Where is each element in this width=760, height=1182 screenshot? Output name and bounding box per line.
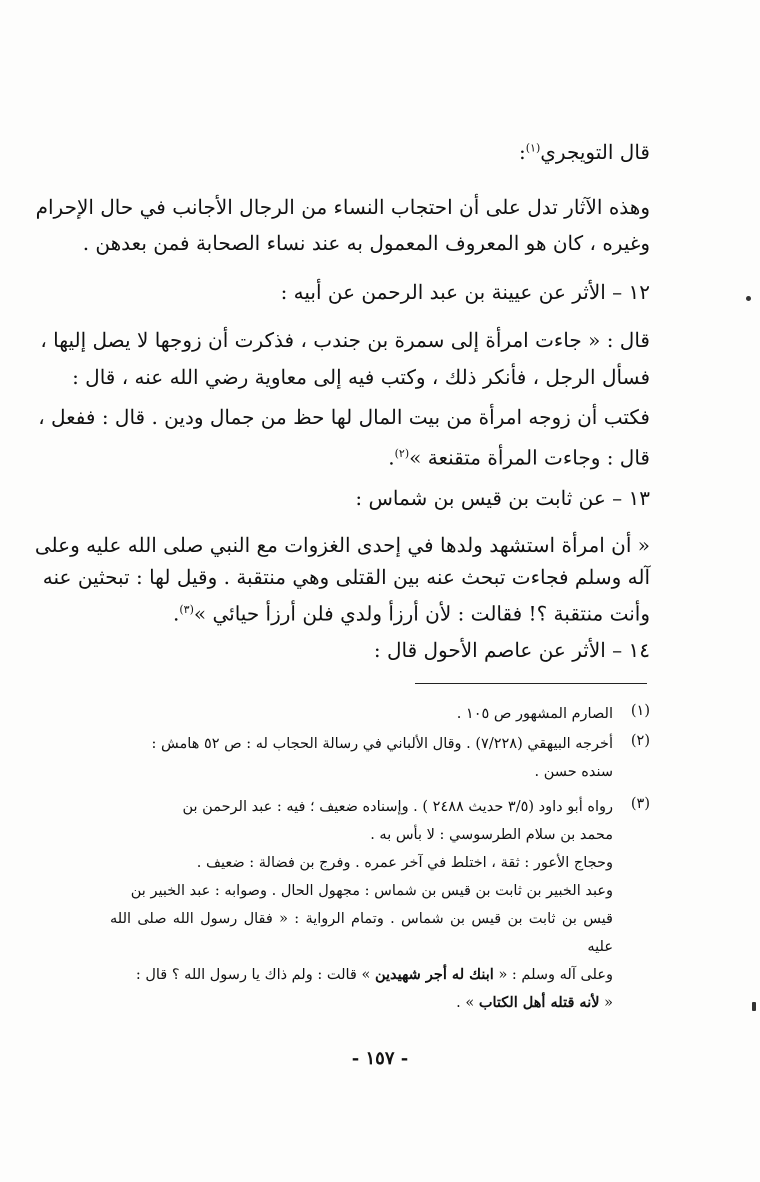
bold-quote: لأنه قتله أهل الكتاب	[478, 994, 600, 1011]
footnote-number-3: (٣)	[630, 796, 650, 812]
footnote-line: رواه أبو داود (٣/٥ حديث ٢٤٨٨ ) . وإسناده ضعيف ؛ فيه : عبد الرحمن بن	[182, 799, 613, 815]
section-heading-12: ١٢ – الأثر عن عيينة بن عبد الرحمن عن أبيه :	[280, 280, 650, 304]
paragraph-line: قال : وجاءت المرأة متقنعة »$^{(٢)}$.	[388, 445, 650, 470]
paragraph-line: وهذه الآثار تدل على أن احتجاب النساء من الرجال الأجانب في حال الإحرام	[35, 195, 650, 219]
quote-heading: قال التويجري$^{(١)}$:	[519, 140, 650, 164]
footnote-line: « لأنه قتله أهل الكتاب » .	[456, 994, 613, 1011]
footnote-divider	[415, 683, 647, 684]
footnote-1	[110, 700, 613, 728]
paragraph-line: فكتب أن زوجه امرأة من بيت المال لها حظ من جمال ودين . قال : ففعل ،	[38, 405, 650, 429]
page-number: - ١٥٧ -	[351, 1048, 409, 1069]
footnote-line: سنده حسن .	[534, 764, 613, 780]
footnote-line: محمد بن سلام الطرسوسي : لا بأس به .	[370, 827, 613, 843]
footnote-3	[110, 793, 613, 1017]
footnote-ref-1[interactable]: (١)	[525, 141, 541, 155]
footnote-ref-3[interactable]: (٣)	[179, 603, 194, 616]
paragraph-line: فسأل الرجل ، فأنكر ذلك ، وكتب فيه إلى معاوية رضي الله عنه ، قال :	[72, 365, 650, 389]
section-heading-14: ١٤ – الأثر عن عاصم الأحول قال :	[373, 638, 650, 662]
paragraph-line: وغيره ، كان هو المعروف المعمول به عند نساء الصحابة فمن بعدهن .	[82, 231, 650, 255]
paragraph-line: آله وسلم فجاءت تبحث عنه بين القتلى وهي منتقبة . وقيل لها : تبحثين عنه	[42, 565, 650, 589]
footnote-ref-2[interactable]: (٢)	[394, 447, 410, 460]
footnote-line: وعلى آله وسلم : « ابنك له أجر شهيدين » قالت : ولم ذاك يا رسول الله ؟ قال :	[135, 966, 613, 983]
footnote-line: قيس بن ثابت بن قيس بن شماس . وتمام الرواية : « فقال رسول الله صلى الله عليه	[110, 911, 613, 955]
paragraph-line: وأنت منتقبة ؟! فقالت : لأن أرزأ ولدي فلن أرزأ حيائي »$^{(٣)}$.	[172, 601, 650, 626]
footnote-line: وحجاج الأعور : ثقة ، اختلط في آخر عمره . وفرج بن فضالة : ضعيف .	[196, 855, 613, 871]
footnote-line: أخرجه البيهقي (٧/٢٢٨) . وقال الألباني في رسالة الحجاب له : ص ٥٢ هامش :	[151, 736, 613, 752]
footnote-2	[110, 730, 613, 786]
bold-quote: ابنك له أجر شهيدين	[374, 966, 494, 983]
footnote-line: وعبد الخبير بن ثابت بن قيس بن شماس : مجهول الحال . وصوابه : عبد الخبير بن	[130, 883, 613, 899]
footnote-number-1: (١)	[630, 703, 650, 719]
paragraph-line: « أن امرأة استشهد ولدها في إحدى الغزوات مع النبي صلى الله عليه وعلى	[34, 533, 650, 557]
footnote-number-2: (٢)	[630, 733, 650, 749]
scan-speck	[746, 296, 751, 301]
scan-speck	[752, 1002, 756, 1011]
footnote-line: الصارم المشهور ص ١٠٥ .	[456, 706, 613, 722]
section-heading-13: ١٣ – عن ثابت بن قيس بن شماس :	[355, 486, 650, 510]
paragraph-line: قال : « جاءت امرأة إلى سمرة بن جندب ، فذكرت أن زوجها لا يصل إليها ،	[40, 328, 650, 352]
